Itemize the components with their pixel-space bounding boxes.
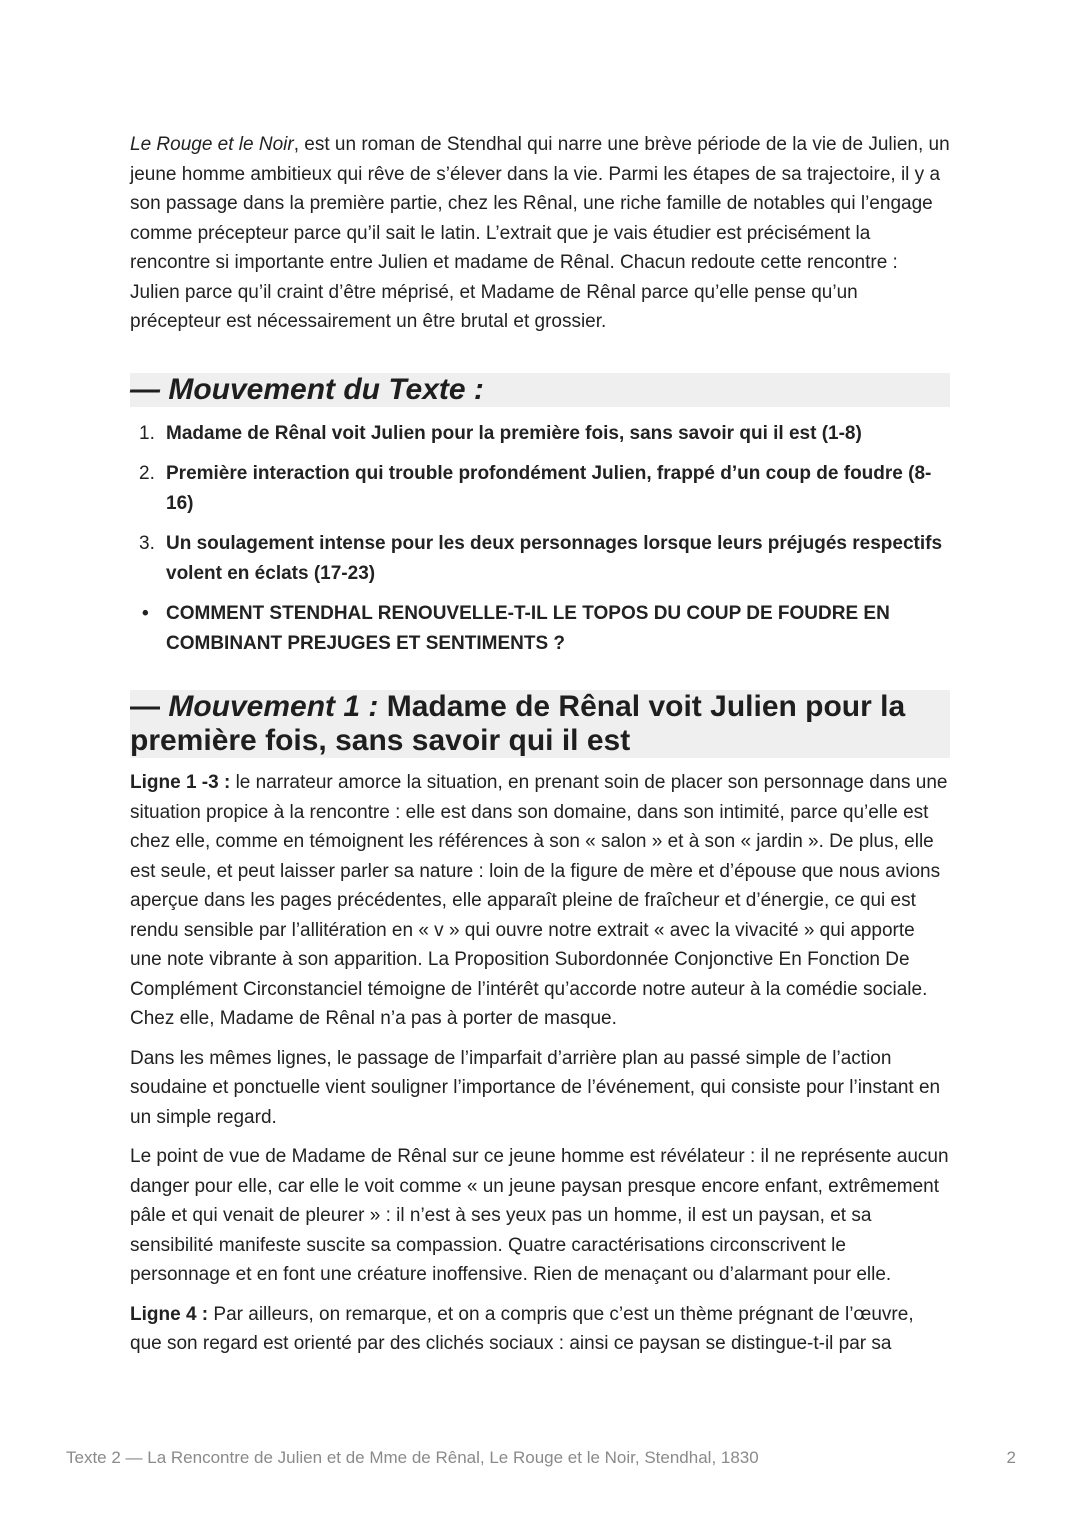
section-heading-mouvement-du-texte: — Mouvement du Texte : [130, 373, 950, 407]
analysis-paragraph: Ligne 1 -3 : le narrateur amorce la situation, en prenant soin de placer son personnage dans une situation propice à la rencontre : elle est dans son domaine, dans son intimité, parce qu’elle est chez elle, comme en témoignent les références à son « salon » et à son « jardin ». De plus, elle est seule, et peut laisser parler sa nature : loin de la figure de mère et d’épouse que nous avions aperçue dans les pages précédentes, elle apparaît pleine de fraîcheur et d’énergie, ce qui est rendu sensible par l’allitération en « v » qui ouvre notre extrait « avec la vivacité » qui apporte une note vibrante à son apparition. La Proposition Subordonnée Conjonctive En Fonction De Complément Circonstanciel témoigne de l’intérêt qu’accorde notre auteur à la comédie sociale. Chez elle, Madame de Rênal n’a pas à porter de masque. [130, 772, 948, 1029]
page-number: 2 [1006, 1448, 1016, 1467]
line-reference: Ligne 4 : [130, 1303, 209, 1325]
intro-paragraph [130, 130, 950, 337]
problematique-question: • COMMENT STENDHAL RENOUVELLE-T-IL LE TOPOS DU COUP DE FOUDRE EN COMBINANT PREJUGES ET SENTIMENTS ? [166, 599, 950, 658]
list-item: 3. Un soulagement intense pour les deux personnages lorsque leurs préjugés respectifs volent en éclats (17-23) [139, 533, 943, 584]
book-title: Le Rouge et le Noir [130, 134, 294, 155]
problematique-list [130, 599, 950, 658]
list-item: 1. Madame de Rênal voit Julien pour la première fois, sans savoir qui il est (1-8) [139, 422, 862, 444]
analysis-paragraph: Le point de vue de Madame de Rênal sur ce jeune homme est révélateur : il ne représente aucun danger pour elle, car elle le voit comme « un jeune paysan presque encore enfant, extrêmement pâle et qui venait de pleurer » : il n’est à ses yeux pas un homme, il est un paysan, et sa sensibilité manifeste suscite sa compassion. Quatre caractérisations circonscrivent le personnage et en font une créature inoffensive. Rien de menaçant ou d’alarmant pour elle. [130, 1146, 949, 1285]
bullet-icon: • [142, 603, 149, 624]
intro-text: , est un roman de Stendhal qui narre une brève période de la vie de Julien, un jeune homme ambitieux qui rêve de s’élever dans la vie. Parmi les étapes de sa trajectoire, il y a son passage dans la première partie, chez les Rênal, une riche famille de notables qui l’engage comme précepteur parce qu’il sait le latin. L’extrait que je vais étudier est précisément la rencontre si importante entre Julien et madame de Rênal. Chacun redoute cette rencontre : Julien parce qu’il craint d’être méprisé, et Madame de Rênal parce qu’elle pense qu’un précepteur est nécessairement un être brutal et grossier. [130, 134, 950, 332]
movement-list [130, 419, 950, 589]
analysis-paragraph: Dans les mêmes lignes, le passage de l’imparfait d’arrière plan au passé simple de l’action soudaine et ponctuelle vient souligner l’importance de l’événement, qui consiste pour l’instant en un simple regard. [130, 1047, 941, 1128]
analysis-paragraph: Ligne 4 : Par ailleurs, on remarque, et on a compris que c’est un thème prégnant de l’œuvre, que son regard est orienté par des clichés sociaux : ainsi ce paysan se distingue-t-il par sa [130, 1303, 914, 1354]
footer-text: Texte 2 — La Rencontre de Julien et de Mme de Rênal, Le Rouge et le Noir, Stendhal, 1830 [66, 1448, 759, 1467]
line-reference: Ligne 1 -3 : [130, 772, 231, 793]
page-footer [66, 1448, 1016, 1468]
list-item: 2. Première interaction qui trouble profondément Julien, frappé d’un coup de foudre (8-16) [139, 463, 932, 514]
document-page [130, 130, 950, 1359]
section-heading-mouvement-1: — Mouvement 1 : Madame de Rênal voit Julien pour la première fois, sans savoir qui il est [130, 690, 950, 758]
